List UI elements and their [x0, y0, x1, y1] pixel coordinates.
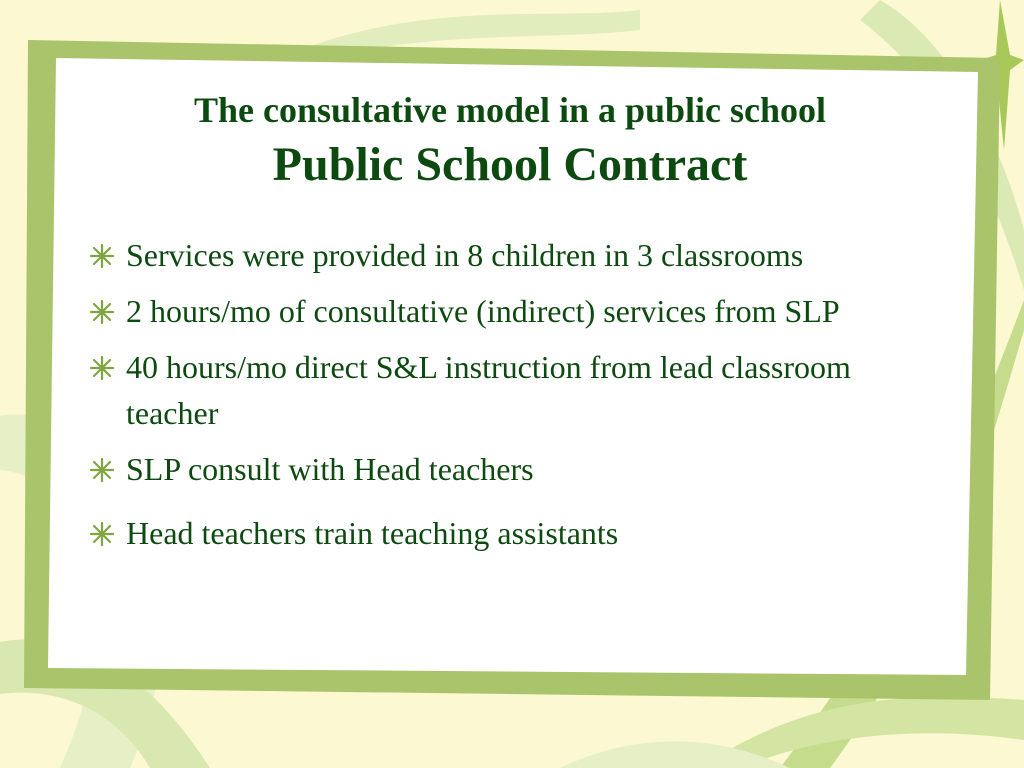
asterisk-star-icon — [90, 356, 114, 380]
asterisk-star-icon — [90, 244, 114, 268]
list-item — [90, 288, 950, 334]
list-item — [90, 446, 950, 492]
asterisk-star-icon — [90, 458, 114, 482]
list-item — [90, 232, 950, 278]
slide-title — [60, 88, 960, 194]
bullet-text: Head teachers train teaching assistants — [126, 515, 619, 551]
title-line-1: The consultative model in a public school — [193, 90, 827, 130]
bullet-text: SLP consult with Head teachers — [126, 451, 534, 487]
title-line-2: Public School Contract — [272, 138, 748, 191]
list-item — [90, 510, 950, 556]
bullet-text: Services were provided in 8 children in 3 classrooms — [126, 237, 804, 273]
asterisk-star-icon — [90, 300, 114, 324]
bullet-text: 40 hours/mo direct S&L instruction from lead classroom teacher — [126, 349, 851, 431]
list-item — [90, 344, 950, 436]
bullet-text: 2 hours/mo of consultative (indirect) services from SLP — [126, 293, 840, 329]
bullet-list — [90, 232, 950, 566]
asterisk-star-icon — [90, 522, 114, 546]
